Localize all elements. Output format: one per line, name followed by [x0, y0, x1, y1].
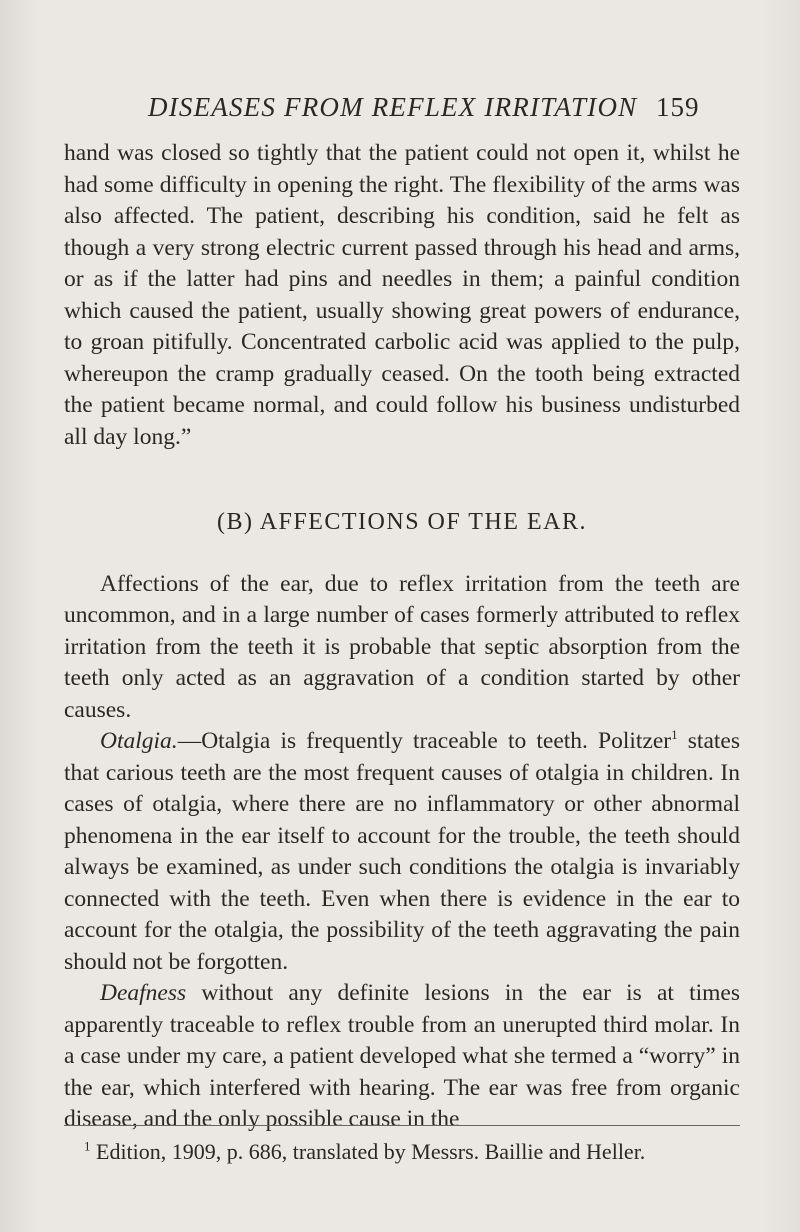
paragraph-ear-affections: Affections of the ear, due to reflex irritation from the teeth are uncommon, and in a large number of cases formerly attributed to reflex irritation from the teeth it is probable that septic absorption from the teeth only acted as an aggravation of a condition started by other causes.: [64, 570, 740, 723]
footnote-rule: [64, 1125, 740, 1126]
page-number: 159: [656, 92, 700, 122]
paragraph-otalgia: [64, 726, 740, 978]
body-text: [64, 138, 740, 1136]
footnote: [84, 1138, 740, 1166]
running-title: DISEASES FROM REFLEX IRRITATION: [148, 92, 638, 122]
otalgia-text-continued: states that carious teeth are the most frequent causes of otalgia in children. In cases of otalgia, where there are no inflammatory or other abnormal phenomena in the ear itself to account for the trouble, the teeth should always be examined, as under such conditions the otalgia is invariably connected with the teeth. Even when there is evidence in the ear to account for the otalgia, the possibility of the teeth aggravating the pain should not be forgotten.: [64, 728, 740, 975]
footnote-text: Edition, 1909, p. 686, translated by Messrs. Baillie and Heller.: [90, 1139, 646, 1164]
running-header: [148, 92, 708, 123]
footnote-marker: 1: [84, 1138, 91, 1154]
deafness-lead: Deafness: [100, 980, 187, 1006]
footnote-reference[interactable]: 1: [671, 727, 678, 743]
section-heading: (B) AFFECTIONS OF THE EAR.: [217, 509, 587, 535]
paragraph-deafness: [64, 978, 740, 1136]
deafness-text: without any definite lesions in the ear is at times apparently traceable to reflex trouble from an unerupted third molar. In a case under my care, a patient developed what she termed a “worry” in the ear, which interfered with hearing. The ear was free from organic disease, and the only possible cause in the: [64, 980, 740, 1132]
otalgia-text: —Otalgia is frequently traceable to teeth. Politzer: [177, 728, 672, 754]
paragraph-continuation: hand was closed so tightly that the patient could not open it, whilst he had some difficulty in opening the right. The flexibility of the arms was also affected. The patient, describing his condition, said he felt as though a very strong electric current passed through his head and arms, or as if the latter had pins and needles in them; a painful condition which caused the patient, usually showing great powers of endurance, to groan pitifully. Concentrated carbolic acid was applied to the pulp, whereupon the cramp gradually ceased. On the tooth being extracted the patient became normal, and could follow his business undisturbed all day long.”: [64, 140, 740, 450]
otalgia-lead: Otalgia.: [100, 728, 178, 754]
